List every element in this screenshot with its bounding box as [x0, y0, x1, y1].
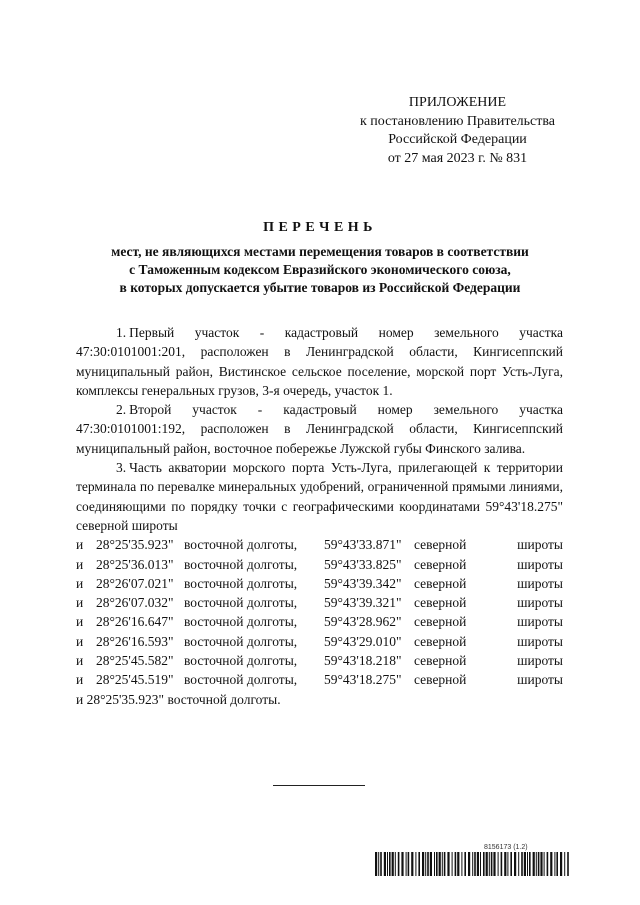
coordinate-lon: 28°25'45.582": [96, 653, 174, 669]
coordinate-lat-word1: северной: [414, 595, 467, 611]
coordinate-lon: 28°25'45.519": [96, 672, 174, 688]
coordinate-lat: 59°43'18.218": [324, 653, 402, 669]
coordinate-row: [76, 632, 563, 651]
coordinate-conj: и: [76, 672, 84, 688]
coordinate-lat: 59°43'33.871": [324, 537, 402, 553]
coordinate-conj: и: [76, 537, 84, 553]
coordinate-conj: и: [76, 556, 84, 572]
item-number: 2.: [116, 402, 127, 418]
coordinate-lat: 59°43'33.825": [324, 556, 402, 572]
document-subtitle: [60, 243, 580, 297]
appendix-label: ПРИЛОЖЕНИЕ: [408, 95, 507, 110]
item-text: Часть акватории морского порта Усть-Луга, прилегающей к территории терминала по перевалке минеральных удобрений, ограниченной прямыми линиями, соединяющими по порядку точки с географическими координатами 59°43'18.275" северной широты: [76, 460, 563, 533]
coordinate-lat: 59°43'29.010": [324, 633, 402, 649]
coordinate-lat-word1: северной: [414, 633, 467, 649]
coordinate-lon: 28°25'35.923": [96, 537, 174, 553]
document-title: ПЕРЕЧЕНЬ: [263, 220, 377, 235]
coordinate-lat-word2: широты: [517, 537, 563, 553]
coordinate-lon-word: восточной долготы,: [184, 653, 298, 669]
coordinate-row: [76, 612, 563, 631]
coordinate-row: [76, 555, 563, 574]
list-item-2: [76, 400, 563, 458]
coordinate-lat-word2: широты: [517, 633, 563, 649]
appendix-date-number: от 27 мая 2023 г. № 831: [387, 150, 528, 166]
list-item-3: [76, 458, 563, 535]
coordinate-lat-word1: северной: [414, 537, 467, 553]
coordinate-lat-word2: широты: [517, 556, 563, 572]
coordinate-lon-word: восточной долготы,: [184, 556, 298, 572]
coordinate-lat: 59°43'39.321": [324, 595, 402, 611]
coordinates-table: [76, 535, 563, 689]
end-divider: [273, 785, 365, 786]
coordinate-lat-word1: северной: [414, 614, 467, 630]
item-text: Второй участок - кадастровый номер земельного участка 47:30:0101001:192, расположен в Ленинградской области, Кингисеппский муниципальный район, восточное побережье Лужской губы Финского залива.: [76, 402, 563, 456]
coordinate-conj: и: [76, 614, 84, 630]
coordinate-lat: 59°43'18.275": [324, 672, 402, 688]
barcode-icon: [375, 852, 570, 876]
coordinate-lon-word: восточной долготы,: [184, 672, 298, 688]
coordinate-lon: 28°26'16.647": [96, 614, 174, 630]
coordinate-row: [76, 574, 563, 593]
coordinate-lat: 59°43'39.342": [324, 575, 402, 591]
coordinate-lat-word1: северной: [414, 575, 467, 591]
coordinate-row: [76, 670, 563, 689]
appendix-reference: к постановлению Правительства: [359, 113, 556, 129]
coordinate-conj: и: [76, 653, 84, 669]
appendix-authority: Российской Федерации: [388, 132, 527, 147]
subtitle-line: с Таможенным кодексом Евразийского экономического союза,: [129, 262, 511, 277]
coordinate-lon: 28°25'36.013": [96, 556, 174, 572]
subtitle-line: в которых допускается убытие товаров из Российской Федерации: [119, 280, 521, 295]
coordinate-row: [76, 535, 563, 554]
coordinate-lon-word: восточной долготы,: [184, 614, 298, 630]
item-number: 1.: [116, 325, 127, 340]
coordinate-lat-word1: северной: [414, 653, 467, 669]
coordinate-lon-word: восточной долготы,: [184, 633, 298, 649]
subtitle-line: мест, не являющихся местами перемещения товаров в соответствии: [111, 244, 529, 259]
coordinate-lon-word: восточной долготы,: [184, 537, 298, 553]
document-code: 8156173 (1.2): [484, 844, 528, 851]
coordinate-lat-word2: широты: [517, 614, 563, 630]
coordinate-conj: и: [76, 633, 84, 649]
document-body: [76, 323, 563, 709]
coordinate-lon: 28°26'16.593": [96, 633, 174, 649]
closing-line: и 28°25'35.923" восточной долготы.: [76, 691, 281, 707]
coordinate-lon-word: восточной долготы,: [184, 595, 298, 611]
appendix-header: [330, 94, 585, 168]
coordinate-conj: и: [76, 575, 84, 591]
coordinate-lat-word2: широты: [517, 653, 563, 669]
coordinate-lat-word1: северной: [414, 556, 467, 572]
list-item-1: [76, 323, 563, 400]
coordinate-lon-word: восточной долготы,: [184, 575, 298, 591]
coordinate-conj: и: [76, 595, 84, 611]
coordinate-lat-word2: широты: [517, 595, 563, 611]
coordinate-lon: 28°26'07.032": [96, 595, 174, 611]
coordinate-lat-word2: широты: [517, 672, 563, 688]
coordinate-lat-word1: северной: [414, 672, 467, 688]
coordinate-row: [76, 651, 563, 670]
coordinate-lon: 28°26'07.021": [96, 575, 174, 591]
item-text: Первый участок - кадастровый номер земельного участка 47:30:0101001:201, расположен в Ленинградской области, Кингисеппский муниципальный район, Вистинское сельское поселение, морской порт Усть-Луга, комплексы генеральных грузов, 3-я очередь, участок 1.: [76, 325, 563, 398]
item-number: 3.: [116, 460, 127, 476]
coordinate-row: [76, 593, 563, 612]
coordinate-lat-word2: широты: [517, 575, 563, 591]
coordinate-lat: 59°43'28.962": [324, 614, 402, 630]
